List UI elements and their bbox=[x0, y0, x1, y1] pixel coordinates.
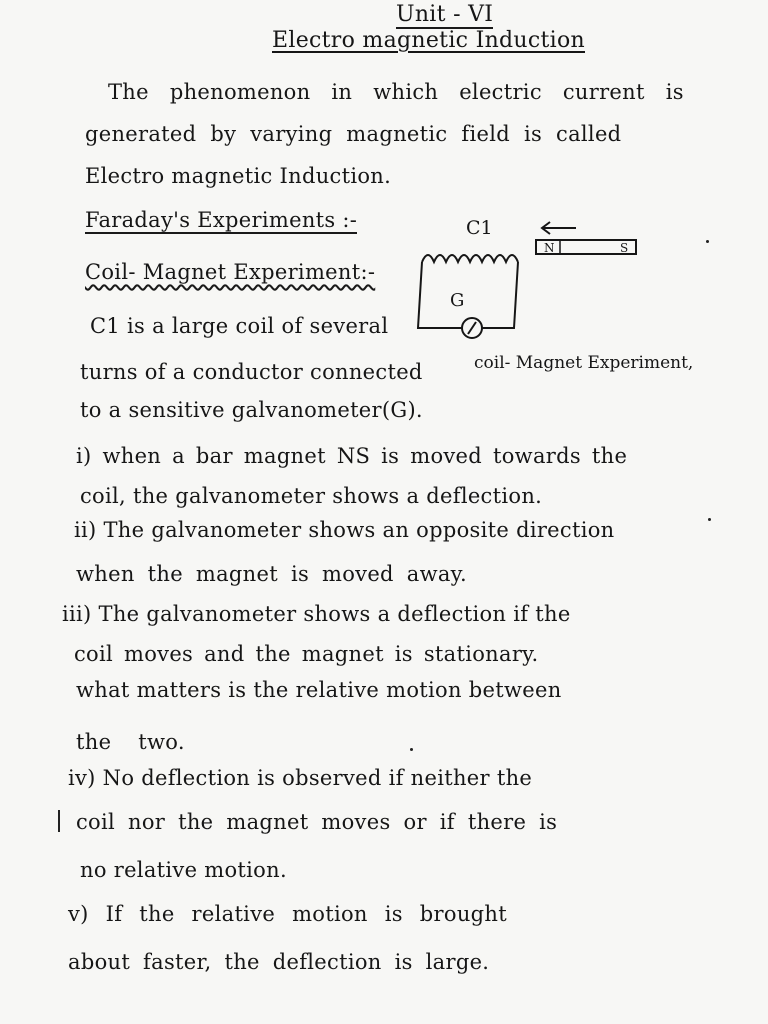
point-2-line-2: when the magnet is moved away. bbox=[76, 562, 468, 586]
magnet-south-label: S bbox=[620, 241, 629, 255]
stray-dot bbox=[708, 518, 711, 521]
point-3-line-4: the two. bbox=[76, 730, 185, 754]
unit-heading: Unit - VI bbox=[396, 2, 494, 27]
magnet-north-label: N bbox=[544, 241, 555, 255]
description-line-1: C1 is a large coil of several bbox=[90, 314, 389, 338]
point-1-line-1: i) when a bar magnet NS is moved towards the bbox=[76, 444, 628, 468]
point-1-line-2: coil, the galvanometer shows a deflection. bbox=[80, 484, 543, 508]
faraday-heading: Faraday's Experiments :- bbox=[85, 208, 358, 232]
left-arrow-icon bbox=[542, 222, 576, 234]
coil-magnet-diagram bbox=[410, 210, 740, 400]
coil-icon bbox=[418, 255, 518, 328]
stray-dot bbox=[410, 748, 413, 751]
stray-dot bbox=[706, 240, 709, 243]
description-line-2: turns of a conductor connected bbox=[80, 360, 423, 384]
galvanometer-label: G bbox=[450, 290, 465, 311]
intro-line-3: Electro magnetic Induction. bbox=[85, 164, 392, 188]
point-3-line-1: iii) The galvanometer shows a deflection if the bbox=[62, 602, 571, 626]
intro-line-2: generated by varying magnetic field is called bbox=[85, 122, 622, 146]
point-4-line-3: no relative motion. bbox=[80, 858, 287, 882]
point-5-line-1: v) If the relative motion is brought bbox=[68, 902, 507, 926]
point-5-line-2: about faster, the deflection is large. bbox=[68, 950, 490, 974]
galvanometer-icon bbox=[462, 318, 482, 338]
point-2-line-1: ii) The galvanometer shows an opposite direction bbox=[74, 518, 615, 542]
coil-magnet-heading: Coil- Magnet Experiment:- bbox=[85, 260, 376, 284]
point-3-line-3: what matters is the relative motion between bbox=[76, 678, 562, 702]
intro-line-1: The phenomenon in which electric current is bbox=[108, 80, 684, 104]
page-title: Electro magnetic Induction bbox=[272, 28, 585, 53]
point-4-line-1: iv) No deflection is observed if neither the bbox=[68, 766, 533, 790]
point-3-line-2: coil moves and the magnet is stationary. bbox=[74, 642, 539, 666]
margin-mark bbox=[58, 810, 60, 832]
diagram-caption: coil- Magnet Experiment, bbox=[474, 353, 694, 373]
bar-magnet bbox=[536, 240, 636, 255]
coil-label: C1 bbox=[466, 217, 493, 239]
description-line-3: to a sensitive galvanometer(G). bbox=[80, 398, 423, 422]
point-4-line-2: coil nor the magnet moves or if there is bbox=[76, 810, 558, 834]
